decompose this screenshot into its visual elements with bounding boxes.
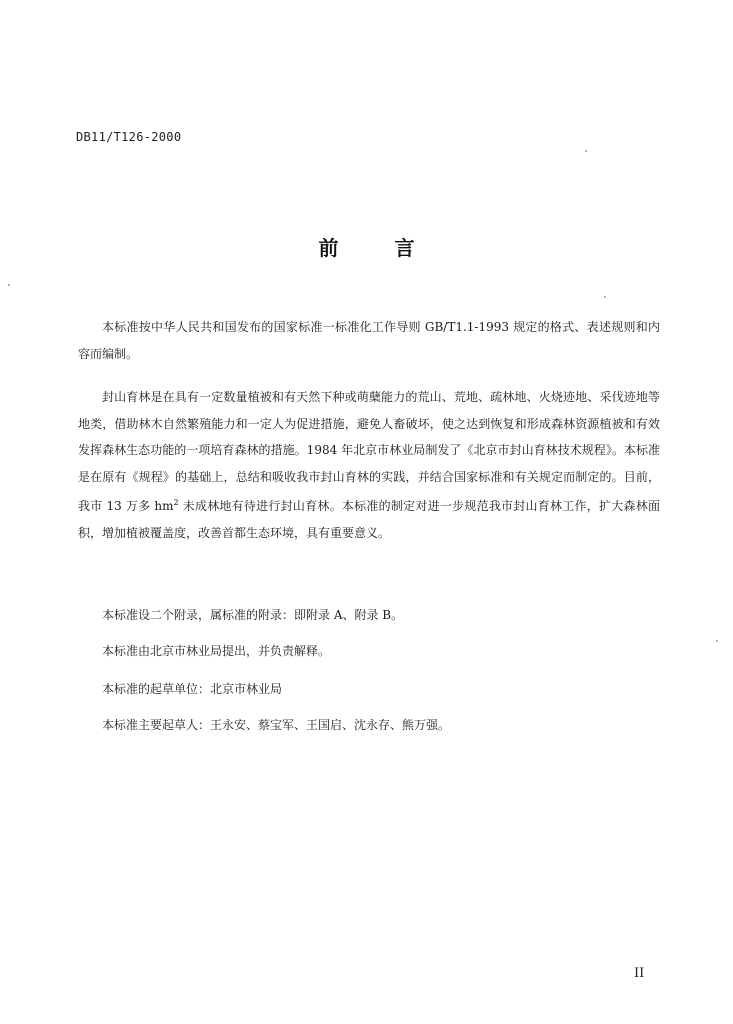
scan-speck (585, 150, 587, 152)
page-number: II (634, 966, 645, 981)
document-code: DB11/T126-2000 (76, 130, 182, 144)
drafting-unit-line: 本标准的起草单位：北京市林业局 (102, 682, 283, 696)
appendix-line: 本标准设二个附录，属标准的附录：即附录 A、附录 B。 (102, 608, 404, 622)
drafters-line: 本标准主要起草人：王永安、蔡宝军、王国启、沈永存、熊万强。 (102, 718, 451, 732)
scan-speck (604, 296, 606, 298)
paragraph-enclosure (78, 384, 660, 546)
scan-speck (716, 640, 718, 642)
page-title (0, 232, 733, 261)
paragraph-2-part-b: 未成林地有待进行封山育林。本标准的制定对进一步规范我市封山育林工作，扩大森林面积，增加植被覆盖度，改善首都生态环境，具有重要意义。 (78, 499, 660, 540)
paragraph-1-text: 本标准按中华人民共和国发布的国家标准一标准化工作导则 GB/T1.1-1993 规定的格式、表述规则和内容而编制。 (78, 320, 660, 361)
title-char-2: 言 (394, 236, 415, 260)
paragraph-2-text (78, 384, 660, 546)
superscript-2: 2 (173, 498, 179, 507)
title-char-1: 前 (318, 236, 339, 260)
proposer-line: 本标准由北京市林业局提出，并负责解释。 (102, 644, 331, 658)
paragraph-format (78, 314, 660, 367)
paragraph-2-part-a: 封山育林是在具有一定数量植被和有天然下种或萌蘖能力的荒山、荒地、疏林地、火烧迹地、采伐迹地等地类，借助林木自然繁殖能力和一定人为促进措施，避免人畜破坏，使之达到恢复和形成森林资源植被和有效发挥森林生态功能的一项培育森林的措施。1984 年北京市林业局制发了《北京市封山育林技术规程》。本标准是在原有《规程》的基础上，总结和吸收我市封山育林的实践，并结合国家标准和有关规定而制定的。目前，我市 13 万多 hm (78, 390, 660, 513)
scan-speck (8, 284, 10, 286)
